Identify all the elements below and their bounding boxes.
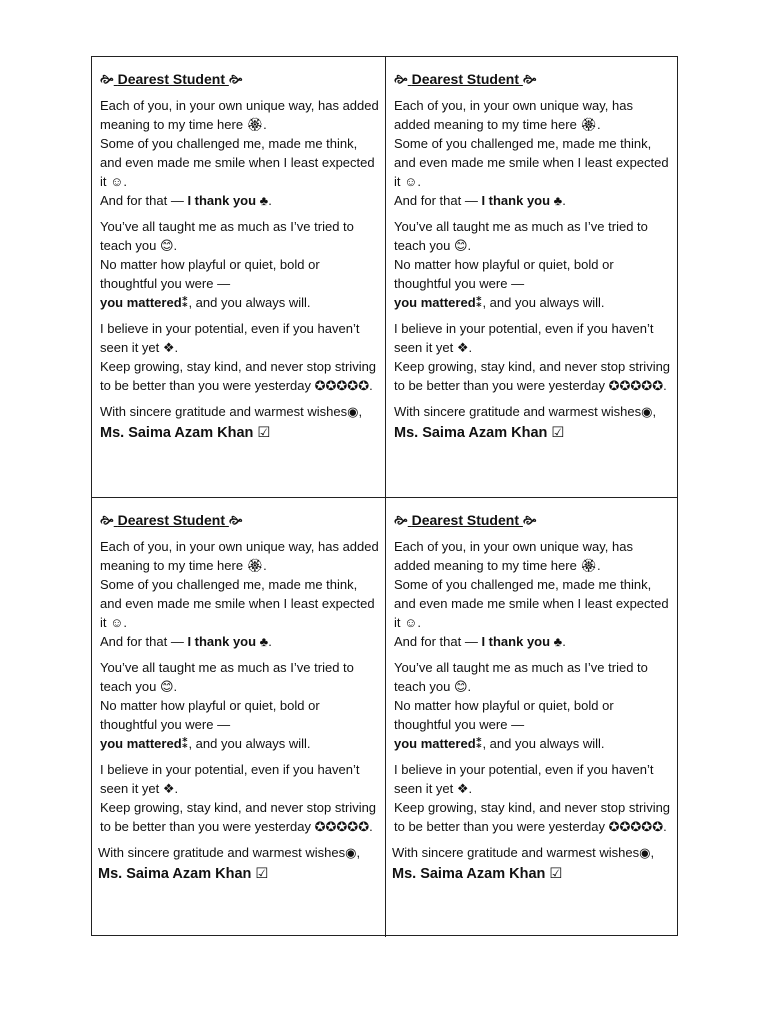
closing-line: With sincere gratitude and warmest wishes◉, <box>98 845 361 860</box>
signature: Ms. Saima Azam Khan ☑ <box>100 425 271 441</box>
bold-text: you mattered⁑ <box>394 736 483 751</box>
card-title-text: Dearest Student <box>411 71 519 87</box>
bold-text: I thank you <box>187 193 257 208</box>
ornament-icon: 🙚 <box>100 512 114 528</box>
paragraph-2 <box>100 658 379 753</box>
text-span: And for that — <box>394 634 482 649</box>
paragraph-line <box>394 734 672 753</box>
paragraph-2 <box>100 217 379 312</box>
paragraph-line: No matter how playful or quiet, bold or thoughtful you were — <box>394 257 614 291</box>
ornament-icon: 🙚 <box>228 71 243 87</box>
card-title <box>394 69 672 89</box>
text-span: ♣. <box>256 193 272 208</box>
paragraph-line: I believe in your potential, even if you haven’t seen it yet ❖. <box>394 762 654 796</box>
paragraph-line: Keep growing, stay kind, and never stop striving to be better than you were yesterday ✪✪✪✪✪. <box>100 800 377 834</box>
paragraph-line: I believe in your potential, even if you haven’t seen it yet ❖. <box>100 321 360 355</box>
text-span: , and you always will. <box>188 295 311 310</box>
paragraph-line: No matter how playful or quiet, bold or thoughtful you were — <box>394 698 614 732</box>
card-title <box>100 510 379 530</box>
paragraph-line <box>394 293 672 312</box>
text-span: , and you always will. <box>482 736 605 751</box>
bold-text: I thank you <box>481 193 551 208</box>
closing-line: With sincere gratitude and warmest wishes◉, <box>100 404 363 419</box>
bold-text: you mattered⁑ <box>100 295 189 310</box>
paragraph-line: You’ve all taught me as much as I’ve tried to teach you 😊. <box>394 660 648 694</box>
text-span: And for that — <box>394 193 482 208</box>
card-top-right <box>385 57 678 497</box>
bold-text: I thank you <box>481 634 551 649</box>
paragraph-line: No matter how playful or quiet, bold or thoughtful you were — <box>100 257 320 291</box>
ornament-icon: 🙚 <box>100 71 114 87</box>
paragraph-line: Each of you, in your own unique way, has added meaning to my time here 🏵. <box>100 539 379 573</box>
text-span: , and you always will. <box>482 295 605 310</box>
paragraph-line: Each of you, in your own unique way, has added meaning to my time here 🏵. <box>394 98 633 132</box>
signature: Ms. Saima Azam Khan ☑ <box>98 866 269 882</box>
paragraph-3 <box>394 319 672 395</box>
paragraph-1 <box>100 96 379 210</box>
paragraph-line: Each of you, in your own unique way, has added meaning to my time here 🏵. <box>100 98 379 132</box>
paragraph-line: Some of you challenged me, made me think, and even made me smile when I least expected it ☺. <box>394 136 669 189</box>
ornament-icon: 🙚 <box>394 512 408 528</box>
paragraph-line: You’ve all taught me as much as I’ve tried to teach you 😊. <box>394 219 648 253</box>
paragraph-line: Keep growing, stay kind, and never stop striving to be better than you were yesterday ✪✪✪✪✪. <box>394 359 671 393</box>
card-bottom-left <box>92 497 385 937</box>
paragraph-line: I believe in your potential, even if you haven’t seen it yet ❖. <box>394 321 654 355</box>
bold-text: you mattered⁑ <box>100 736 189 751</box>
text-span: ♣. <box>256 634 272 649</box>
ornament-icon: 🙚 <box>522 512 537 528</box>
card-bottom-right <box>385 497 678 937</box>
paragraph-line: No matter how playful or quiet, bold or thoughtful you were — <box>100 698 320 732</box>
paragraph-line: I believe in your potential, even if you haven’t seen it yet ❖. <box>100 762 360 796</box>
ornament-icon: 🙚 <box>394 71 408 87</box>
paragraph-2 <box>394 658 672 753</box>
closing-line: With sincere gratitude and warmest wishes◉, <box>392 845 655 860</box>
paragraph-1 <box>100 537 379 651</box>
text-span: And for that — <box>100 634 188 649</box>
card-top-left <box>92 57 385 497</box>
ornament-icon: 🙚 <box>228 512 243 528</box>
text-span: ♣. <box>550 193 566 208</box>
paragraph-line: You’ve all taught me as much as I’ve tried to teach you 😊. <box>100 219 354 253</box>
paragraph-line <box>394 191 672 210</box>
card-sheet <box>91 56 678 936</box>
paragraph-3 <box>100 319 379 395</box>
card-title-text: Dearest Student <box>117 512 225 528</box>
text-span: , and you always will. <box>188 736 311 751</box>
paragraph-line: Some of you challenged me, made me think, and even made me smile when I least expected it ☺. <box>100 577 375 630</box>
paragraph-line: Each of you, in your own unique way, has added meaning to my time here 🏵. <box>394 539 633 573</box>
card-title-text: Dearest Student <box>411 512 519 528</box>
paragraph-1 <box>394 96 672 210</box>
paragraph-line <box>100 734 379 753</box>
paragraph-line <box>100 632 379 651</box>
paragraph-line: Keep growing, stay kind, and never stop striving to be better than you were yesterday ✪✪✪✪✪. <box>394 800 671 834</box>
paragraph-line <box>100 191 379 210</box>
paragraph-2 <box>394 217 672 312</box>
closing-line: With sincere gratitude and warmest wishes◉, <box>394 404 657 419</box>
ornament-icon: 🙚 <box>522 71 537 87</box>
paragraph-line: Some of you challenged me, made me think, and even made me smile when I least expected it ☺. <box>100 136 375 189</box>
text-span: And for that — <box>100 193 188 208</box>
paragraph-line: Some of you challenged me, made me think, and even made me smile when I least expected it ☺. <box>394 577 669 630</box>
bold-text: I thank you <box>187 634 257 649</box>
paragraph-3 <box>394 760 672 836</box>
card-title <box>394 510 672 530</box>
paragraph-line: You’ve all taught me as much as I’ve tried to teach you 😊. <box>100 660 354 694</box>
paragraph-1 <box>394 537 672 651</box>
paragraph-line <box>394 632 672 651</box>
card-title-text: Dearest Student <box>117 71 225 87</box>
paragraph-line <box>100 293 379 312</box>
text-span: ♣. <box>550 634 566 649</box>
bold-text: you mattered⁑ <box>394 295 483 310</box>
signature: Ms. Saima Azam Khan ☑ <box>394 425 565 441</box>
signature: Ms. Saima Azam Khan ☑ <box>392 866 563 882</box>
card-title <box>100 69 379 89</box>
paragraph-3 <box>100 760 379 836</box>
paragraph-line: Keep growing, stay kind, and never stop striving to be better than you were yesterday ✪✪✪✪✪. <box>100 359 377 393</box>
